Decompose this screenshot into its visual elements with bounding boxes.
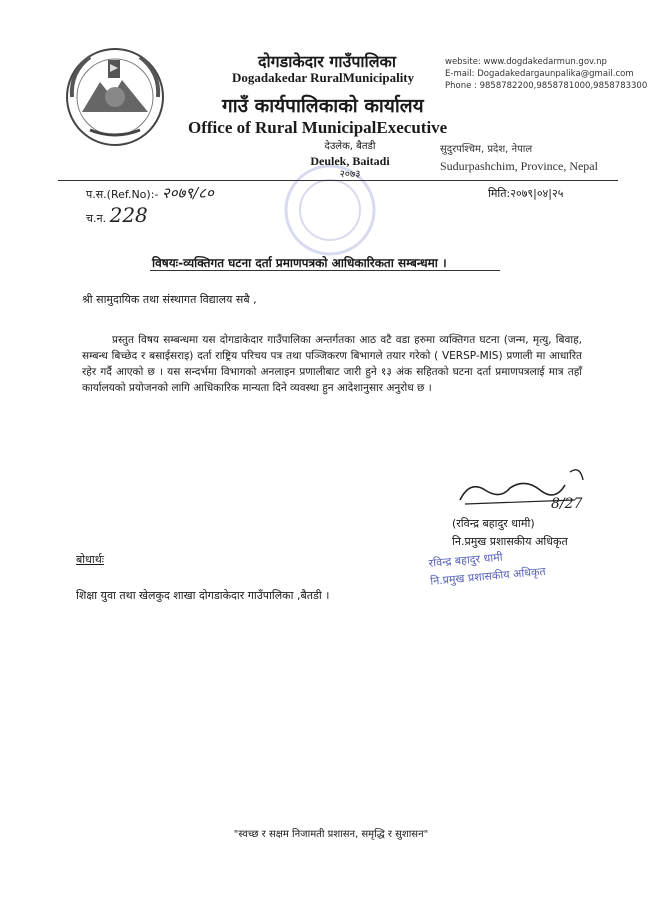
website-text: website: www.dogdakedarmun.gov.np (445, 57, 607, 67)
ref-value: २०७९/८० (161, 184, 214, 202)
letter-subject: विषयः-व्यक्तिगत घटना दर्ता प्रमाणपत्रको आधिकारिकता सम्बन्धमा । (152, 256, 447, 270)
signatory-title: नि.प्रमुख प्रशासकीय अधिकृत (452, 535, 568, 548)
letter-body: प्रस्तुत विषय सम्बन्धमा यस दोगडाकेदार गाउँपालिका अन्तर्गतका आठ वटै वडा हरुमा व्यक्तिगत घटना (जन्म, मृत्यु, बिवाह, सम्बन्ध बिच्छेद र बसाईसराइ) दर्ता राष्ट्रिय परिचय पत्र तथा पञ्जिकरण बिभागले तयार गरेको ( VERSP-MIS) प्रणाली मा आधारित रहेर गर्दै आएको छ । यस सन्दर्भमा विभागको अनलाइन प्रणालीबाट जारी हुने १३ अंक सहितको घटना दर्ता प्रमाणपत्रलाई मात्र तहाँ कार्यालयको प्रयोजनको लागि आधिकारिक मान्यता दिने व्यवस्था हुन आदेशानुसार अनुरोध छ । (82, 334, 582, 394)
addressee: श्री सामुदायिक तथा संस्थागत विद्यालय सबै , (82, 293, 257, 306)
signature-scribble (455, 460, 595, 515)
official-stamp (428, 545, 546, 591)
signatory-name: (रविन्द्र बहादुर धामी) (452, 517, 535, 530)
office-name-en: Office of Rural MunicipalExecutive (188, 118, 448, 137)
province-en: Sudurpashchim, Province, Nepal (440, 159, 598, 173)
letter-date: मिति:२०७९|०४|२५ (488, 187, 564, 200)
region-block (440, 142, 598, 174)
province-np: सुदुरपश्चिम, प्रदेश, नेपाल (440, 144, 533, 155)
cc-label: बोधार्थः (76, 553, 104, 566)
office-name-np: गाउँ कार्यपालिकाको कार्यालय (222, 95, 424, 117)
contact-block (445, 56, 647, 92)
header-divider (58, 180, 618, 181)
address-np: देउलेक, बैतडी (324, 141, 376, 152)
cc-recipient: शिक्षा युवा तथा खेलकुद शाखा दोगडाकेदार गाउँपालिका ,बैतडी । (76, 589, 330, 602)
dispatch-value: 228 (109, 203, 148, 227)
dispatch-label: च.न. (86, 212, 107, 225)
established-year: २०७३ (339, 169, 361, 180)
ref-label: प.स.(Ref.No):- (86, 188, 159, 201)
municipality-name-en: Dogadakedar RuralMunicipality (232, 70, 415, 85)
stamp-title: नि.प्रमुख प्रशासकीय अधिकृत (429, 564, 547, 588)
address-block (300, 140, 400, 182)
emblem-logo (60, 42, 170, 152)
stamp-name: रविन्द्र बहादुर धामी (428, 550, 504, 570)
email-text: E-mail: Dogadakedargaunpalika@gmail.com (445, 69, 634, 79)
subject-underline (150, 270, 500, 271)
footer-motto: "स्वच्छ र सक्षम निजामती प्रशासन, समृद्धि र सुशासन" (233, 829, 429, 840)
signature-date: 8/27 (551, 496, 583, 512)
address-en: Deulek, Baitadi (310, 154, 390, 168)
reference-block (86, 183, 214, 229)
phone-text: Phone : 9858782200,9858781000,9858783300 (445, 81, 648, 91)
signatory-block (452, 515, 568, 551)
municipality-name-np: दोगडाकेदार गाउँपालिका (258, 52, 396, 71)
